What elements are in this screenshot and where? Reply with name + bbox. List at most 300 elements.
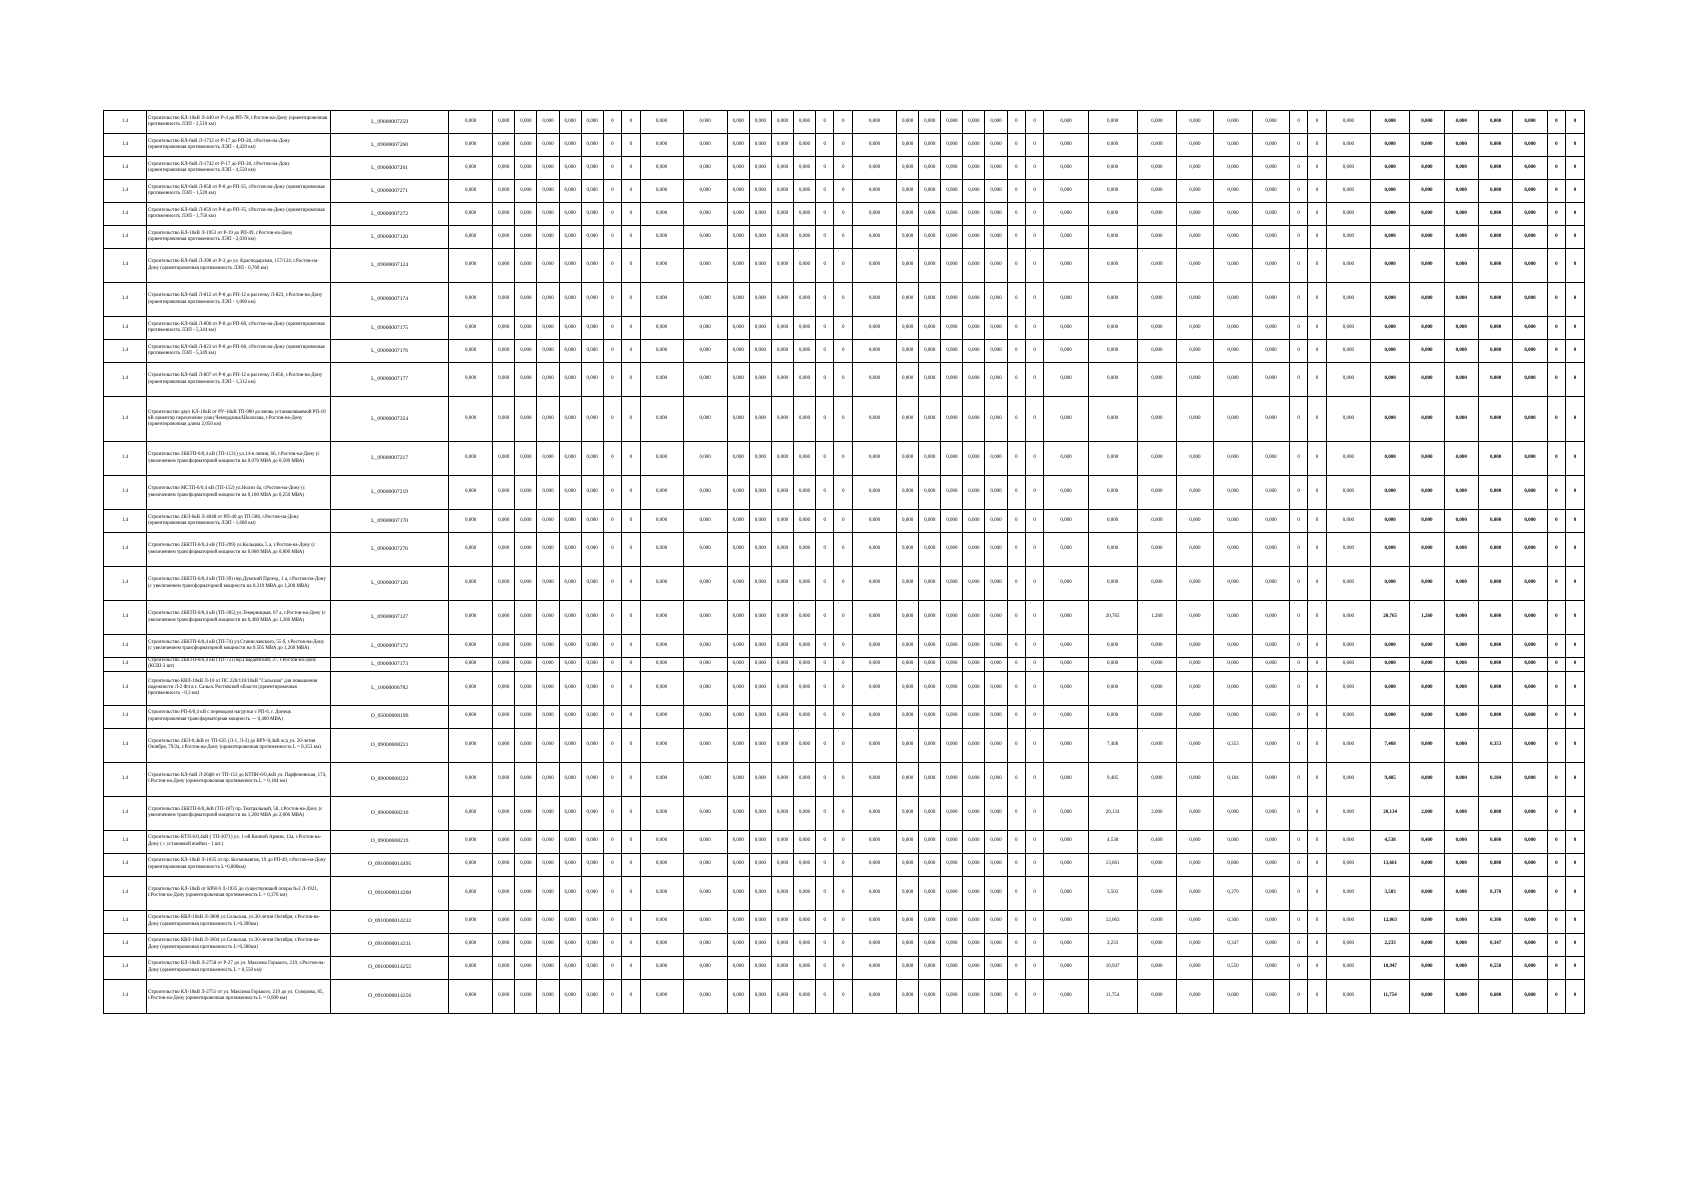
value-cell: 0,000 [449, 830, 493, 853]
value-cell: 0 [834, 876, 852, 910]
value-cell: 0,000 [793, 203, 815, 226]
value-cell: 0,000 [581, 226, 603, 249]
value-cell: 0,000 [1213, 442, 1252, 476]
value-cell: 0 [1289, 317, 1307, 340]
value-cell: 0,000 [559, 476, 581, 510]
value-cell: 0,000 [493, 876, 515, 910]
table-row [104, 933, 1585, 956]
value-cell: 0,800 [1478, 853, 1512, 876]
value-cell: 0 [1007, 796, 1025, 830]
value-cell: 0 [603, 658, 621, 672]
value-cell: 0,000 [1137, 111, 1176, 134]
value-cell: 0,000 [640, 510, 683, 533]
value-cell: 0,000 [941, 476, 963, 510]
value-cell: 0,000 [1213, 157, 1252, 180]
value-cell: 0,000 [749, 635, 771, 658]
value-cell: 0,000 [1213, 671, 1252, 705]
value-cell: 0,000 [897, 203, 919, 226]
table-row [104, 180, 1585, 203]
value-cell: 0,000 [1410, 510, 1444, 533]
value-cell: 0,000 [1044, 363, 1088, 397]
value-cell: 0,000 [515, 340, 537, 363]
value-cell: 0,000 [852, 658, 896, 672]
value-cell: 0,000 [449, 933, 493, 956]
value-cell: 0,000 [1478, 226, 1512, 249]
value-cell: 0 [622, 933, 640, 956]
table-row [104, 601, 1585, 635]
value-cell: 0,000 [1444, 203, 1478, 226]
value-cell: 0,000 [727, 249, 749, 283]
value-cell: 0,000 [537, 933, 559, 956]
value-cell: 0 [1308, 658, 1326, 672]
value-cell: 0 [834, 979, 852, 1013]
value-cell: 0,000 [1176, 567, 1213, 601]
value-cell: 0 [603, 979, 621, 1013]
value-cell: 0 [1289, 283, 1307, 317]
value-cell: 0,000 [1326, 830, 1370, 853]
value-cell: 0,000 [537, 853, 559, 876]
value-cell: 0,000 [985, 476, 1007, 510]
value-cell: 0,000 [1044, 442, 1088, 476]
value-cell: 0,000 [771, 317, 793, 340]
value-cell: 0,000 [1410, 111, 1444, 134]
value-cell: 0 [1566, 705, 1585, 728]
value-cell: 0,000 [515, 203, 537, 226]
value-cell: 0,000 [1513, 635, 1547, 658]
value-cell: 0 [1007, 979, 1025, 1013]
value-cell: 0,000 [771, 476, 793, 510]
project-code-cell: L_09000007126 [331, 567, 449, 601]
table-row [104, 979, 1585, 1013]
table-row [104, 157, 1585, 180]
row-number-cell: 1.4 [104, 933, 147, 956]
value-cell: 0,000 [449, 203, 493, 226]
value-cell: 0,000 [919, 762, 941, 796]
value-cell: 0,000 [581, 830, 603, 853]
value-cell: 0,000 [1326, 979, 1370, 1013]
value-cell: 0,000 [727, 956, 749, 979]
value-cell: 0,000 [941, 442, 963, 476]
value-cell: 0,000 [640, 658, 683, 672]
value-cell: 0,000 [537, 979, 559, 1013]
value-cell: 0,000 [1444, 762, 1478, 796]
value-cell: 0 [603, 601, 621, 635]
value-cell: 0,000 [683, 830, 727, 853]
value-cell: 0 [1025, 533, 1043, 567]
value-cell: 0,000 [537, 658, 559, 672]
table-row [104, 635, 1585, 658]
value-cell: 0 [1007, 533, 1025, 567]
value-cell: 0,000 [919, 203, 941, 226]
value-cell: 0,000 [1410, 635, 1444, 658]
row-number-cell: 1.4 [104, 134, 147, 157]
value-cell: 0,000 [985, 397, 1007, 442]
value-cell: 0,000 [1044, 933, 1088, 956]
value-cell: 0 [1547, 442, 1565, 476]
value-cell: 0 [1547, 796, 1565, 830]
value-cell: 0,000 [771, 567, 793, 601]
value-cell: 0,000 [1478, 134, 1512, 157]
value-cell: 0,000 [515, 910, 537, 933]
value-cell: 0,000 [1213, 601, 1252, 635]
value-cell: 0,000 [1088, 510, 1137, 533]
value-cell: 0 [1308, 762, 1326, 796]
value-cell: 0,000 [941, 876, 963, 910]
value-cell: 0,000 [727, 442, 749, 476]
value-cell: 0,000 [559, 956, 581, 979]
value-cell: 0,000 [449, 533, 493, 567]
value-cell: 0,000 [852, 340, 896, 363]
project-name-cell: Строительство 2КЛ-6кВ Л-4048 от РП-40 до ТП-588, г.Ростов-на-Дону (ориентировочная протяженность ЛЭП - 1,680 км) [146, 510, 330, 533]
value-cell: 0,000 [771, 635, 793, 658]
value-cell: 0,000 [793, 567, 815, 601]
value-cell: 12,063 [1370, 910, 1409, 933]
value-cell: 0,000 [793, 476, 815, 510]
value-cell: 0 [622, 180, 640, 203]
value-cell: 0,000 [1444, 397, 1478, 442]
value-cell: 0,000 [985, 853, 1007, 876]
value-cell: 0 [603, 283, 621, 317]
value-cell: 0 [816, 910, 834, 933]
value-cell: 0,000 [727, 340, 749, 363]
value-cell: 0,000 [1253, 340, 1290, 363]
value-cell: 0,000 [581, 533, 603, 567]
value-cell: 0,000 [640, 134, 683, 157]
value-cell: 0,000 [449, 567, 493, 601]
value-cell: 0,000 [1326, 317, 1370, 340]
value-cell: 0 [834, 476, 852, 510]
row-number-cell: 1.4 [104, 705, 147, 728]
row-number-cell: 1.4 [104, 180, 147, 203]
value-cell: 0,000 [1410, 226, 1444, 249]
value-cell: 0 [1547, 979, 1565, 1013]
value-cell: 0 [1025, 283, 1043, 317]
value-cell: 0,000 [941, 658, 963, 672]
value-cell: 0,000 [793, 340, 815, 363]
value-cell: 0,000 [793, 601, 815, 635]
value-cell: 0,000 [1444, 671, 1478, 705]
value-cell: 0,000 [1137, 397, 1176, 442]
value-cell: 0,000 [1044, 876, 1088, 910]
row-number-cell: 1.4 [104, 476, 147, 510]
value-cell: 0,000 [537, 397, 559, 442]
value-cell: 0,000 [559, 317, 581, 340]
value-cell: 0 [816, 397, 834, 442]
value-cell: 0,000 [919, 956, 941, 979]
value-cell: 0,000 [1088, 705, 1137, 728]
value-cell: 0 [1025, 317, 1043, 340]
value-cell: 0 [834, 249, 852, 283]
value-cell: 0,000 [1088, 111, 1137, 134]
table-row [104, 533, 1585, 567]
value-cell: 0,000 [941, 933, 963, 956]
value-cell: 0,000 [963, 601, 985, 635]
value-cell: 0 [1025, 933, 1043, 956]
value-cell: 0,000 [1370, 157, 1409, 180]
value-cell: 0,000 [493, 762, 515, 796]
value-cell: 0,000 [852, 476, 896, 510]
value-cell: 0,000 [1410, 397, 1444, 442]
value-cell: 0,000 [581, 510, 603, 533]
value-cell: 0,000 [985, 317, 1007, 340]
value-cell: 0,000 [1137, 933, 1176, 956]
value-cell: 0 [1289, 111, 1307, 134]
value-cell: 0 [1566, 510, 1585, 533]
value-cell: 0,000 [1478, 635, 1512, 658]
value-cell: 0 [1289, 533, 1307, 567]
value-cell: 0,000 [493, 933, 515, 956]
value-cell: 0,000 [581, 203, 603, 226]
row-number-cell: 1.4 [104, 111, 147, 134]
value-cell: 0,000 [683, 226, 727, 249]
value-cell: 0,000 [1176, 249, 1213, 283]
value-cell: 0,000 [1176, 340, 1213, 363]
value-cell: 12,063 [1088, 910, 1137, 933]
value-cell: 0,000 [1088, 658, 1137, 672]
row-number-cell: 1.4 [104, 567, 147, 601]
value-cell: 0,000 [1370, 567, 1409, 601]
value-cell: 0 [816, 363, 834, 397]
value-cell: 0,000 [537, 226, 559, 249]
value-cell: 0 [1007, 762, 1025, 796]
table-row [104, 658, 1585, 672]
value-cell: 0,000 [1137, 283, 1176, 317]
value-cell: 0 [1289, 249, 1307, 283]
value-cell: 0,000 [1213, 533, 1252, 567]
value-cell: 0,000 [559, 111, 581, 134]
project-name-cell: Строительство КЛ-10кВ Л-440 от Р-4 до РП-78, г.Ростов-на-Дону (ориентировочная протяженность ЛЭП - 2,510 км) [146, 111, 330, 134]
value-cell: 0 [1547, 762, 1565, 796]
table-row [104, 705, 1585, 728]
value-cell: 0,000 [1137, 363, 1176, 397]
value-cell: 0,000 [449, 157, 493, 180]
value-cell: 0,000 [1253, 249, 1290, 283]
value-cell: 0,000 [683, 476, 727, 510]
value-cell: 0,353 [1478, 728, 1512, 762]
value-cell: 0,000 [581, 728, 603, 762]
value-cell: 0,000 [640, 979, 683, 1013]
value-cell: 0,000 [852, 728, 896, 762]
value-cell: 0,000 [1478, 283, 1512, 317]
value-cell: 0,000 [919, 853, 941, 876]
value-cell: 0,000 [963, 910, 985, 933]
value-cell: 0 [1025, 203, 1043, 226]
value-cell: 0,000 [537, 317, 559, 340]
value-cell: 0 [1308, 830, 1326, 853]
value-cell: 0,000 [1410, 533, 1444, 567]
value-cell: 0,000 [449, 601, 493, 635]
value-cell: 0 [622, 249, 640, 283]
value-cell: 0,000 [919, 830, 941, 853]
value-cell: 0,000 [1088, 635, 1137, 658]
project-code-cell: L_09000007271 [331, 180, 449, 203]
value-cell: 0,000 [640, 317, 683, 340]
value-cell: 0,000 [1513, 363, 1547, 397]
value-cell: 0,000 [493, 705, 515, 728]
value-cell: 0 [603, 933, 621, 956]
value-cell: 0 [816, 111, 834, 134]
value-cell: 0,000 [852, 397, 896, 442]
value-cell: 0,000 [1444, 830, 1478, 853]
value-cell: 0,000 [941, 796, 963, 830]
value-cell: 0 [1547, 671, 1565, 705]
value-cell: 0 [622, 956, 640, 979]
value-cell: 0,000 [1513, 830, 1547, 853]
value-cell: 0,000 [1176, 762, 1213, 796]
value-cell: 0,000 [1513, 956, 1547, 979]
value-cell: 0,000 [683, 796, 727, 830]
value-cell: 0 [622, 796, 640, 830]
value-cell: 0,000 [897, 340, 919, 363]
row-number-cell: 1.4 [104, 226, 147, 249]
value-cell: 0,000 [559, 134, 581, 157]
value-cell: 0,000 [537, 340, 559, 363]
value-cell: 0,000 [1137, 226, 1176, 249]
value-cell: 0,000 [515, 567, 537, 601]
value-cell: 0,000 [1253, 796, 1290, 830]
value-cell: 0 [816, 933, 834, 956]
value-cell: 0,000 [515, 853, 537, 876]
value-cell: 0,000 [963, 317, 985, 340]
project-name-cell: Строительство МСТП-6/0,4 кВ (ТП-152) ул.Нолзи 4а, г.Ростов-на-Дону (с увеличением трансформаторной мощности на 0,180 МВА до 0,250 МВА) [146, 476, 330, 510]
value-cell: 0,000 [941, 363, 963, 397]
value-cell: 0,000 [1444, 853, 1478, 876]
value-cell: 0 [1566, 476, 1585, 510]
value-cell: 0 [1547, 111, 1565, 134]
table-row [104, 317, 1585, 340]
value-cell: 0,000 [1176, 853, 1213, 876]
value-cell: 0,000 [1444, 226, 1478, 249]
value-cell: 0 [834, 671, 852, 705]
value-cell: 0,000 [897, 363, 919, 397]
value-cell: 20,134 [1370, 796, 1409, 830]
value-cell: 0,000 [581, 635, 603, 658]
value-cell: 0 [1289, 397, 1307, 442]
value-cell: 0 [816, 876, 834, 910]
value-cell: 0,000 [793, 317, 815, 340]
value-cell: 0 [1289, 956, 1307, 979]
value-cell: 0 [1025, 476, 1043, 510]
value-cell: 0,000 [1513, 340, 1547, 363]
value-cell: 0,000 [941, 180, 963, 203]
value-cell: 0,000 [1253, 180, 1290, 203]
value-cell: 0,000 [852, 933, 896, 956]
value-cell: 0,000 [1253, 635, 1290, 658]
value-cell: 0 [603, 762, 621, 796]
value-cell: 0,000 [897, 728, 919, 762]
value-cell: 0,000 [941, 979, 963, 1013]
project-code-cell: O_0910000014256 [331, 979, 449, 1013]
value-cell: 0,000 [1513, 910, 1547, 933]
value-cell: 0 [1007, 180, 1025, 203]
value-cell: 0,000 [1370, 705, 1409, 728]
value-cell: 0,000 [1176, 363, 1213, 397]
value-cell: 0,000 [683, 601, 727, 635]
value-cell: 0,000 [941, 111, 963, 134]
value-cell: 0,000 [897, 635, 919, 658]
value-cell: 0,000 [559, 601, 581, 635]
value-cell: 0 [622, 979, 640, 1013]
value-cell: 0,000 [985, 180, 1007, 203]
value-cell: 0,000 [559, 705, 581, 728]
value-cell: 0,000 [963, 933, 985, 956]
value-cell: 0 [1289, 671, 1307, 705]
value-cell: 0,000 [1513, 134, 1547, 157]
value-cell: 0,000 [581, 762, 603, 796]
value-cell: 0,000 [963, 830, 985, 853]
value-cell: 0,000 [1137, 510, 1176, 533]
project-code-cell: L_09000007217 [331, 442, 449, 476]
value-cell: 0,000 [985, 705, 1007, 728]
value-cell: 0 [1289, 203, 1307, 226]
value-cell: 0,000 [1253, 442, 1290, 476]
value-cell: 0,000 [963, 671, 985, 705]
value-cell: 0,000 [1326, 658, 1370, 672]
value-cell: 0,000 [1326, 510, 1370, 533]
value-cell: 9,485 [1088, 762, 1137, 796]
value-cell: 0,000 [581, 317, 603, 340]
value-cell: 0,000 [1176, 111, 1213, 134]
value-cell: 0 [1025, 111, 1043, 134]
value-cell: 0,370 [1478, 876, 1512, 910]
project-name-cell: Строительство КЛ-6кВ Л-398 от Р-3 до ул. Краснодарская, 157/124, г.Ростов-на-Дону (ориентировочная протяженность ЛЭП - 0,760 км) [146, 249, 330, 283]
value-cell: 0,000 [852, 635, 896, 658]
value-cell: 0,000 [985, 658, 1007, 672]
value-cell: 0,000 [1410, 203, 1444, 226]
value-cell: 0,000 [559, 762, 581, 796]
value-cell: 13,661 [1088, 853, 1137, 876]
value-cell: 0,000 [1044, 226, 1088, 249]
value-cell: 0,000 [493, 283, 515, 317]
value-cell: 0,000 [1478, 340, 1512, 363]
value-cell: 0 [1289, 340, 1307, 363]
value-cell: 0 [1025, 762, 1043, 796]
value-cell: 0 [816, 705, 834, 728]
value-cell: 0,000 [793, 979, 815, 1013]
value-cell: 0,000 [493, 979, 515, 1013]
value-cell: 0 [816, 249, 834, 283]
value-cell: 0,000 [963, 157, 985, 180]
value-cell: 0,000 [919, 226, 941, 249]
value-cell: 0,000 [515, 397, 537, 442]
value-cell: 0 [603, 876, 621, 910]
value-cell: 0,000 [581, 111, 603, 134]
value-cell: 0,000 [919, 180, 941, 203]
value-cell: 0,000 [515, 180, 537, 203]
table-row [104, 442, 1585, 476]
value-cell: 0 [834, 635, 852, 658]
value-cell: 0,000 [559, 397, 581, 442]
value-cell: 0,000 [1176, 397, 1213, 442]
value-cell: 0,000 [1213, 658, 1252, 672]
value-cell: 0,000 [515, 363, 537, 397]
value-cell: 0,000 [852, 249, 896, 283]
value-cell: 0,000 [941, 853, 963, 876]
project-code-cell: L_09000007173 [331, 658, 449, 672]
value-cell: 0,000 [449, 762, 493, 796]
value-cell: 0 [603, 249, 621, 283]
value-cell: 0,000 [493, 226, 515, 249]
value-cell: 0,000 [1326, 111, 1370, 134]
project-code-cell: L_09000007176 [331, 340, 449, 363]
row-number-cell: 1.4 [104, 728, 147, 762]
value-cell: 0 [1289, 979, 1307, 1013]
value-cell: 0,000 [727, 762, 749, 796]
value-cell: 0,000 [985, 979, 1007, 1013]
value-cell: 0,000 [1444, 910, 1478, 933]
value-cell: 0,000 [1326, 762, 1370, 796]
value-cell: 0,000 [493, 830, 515, 853]
